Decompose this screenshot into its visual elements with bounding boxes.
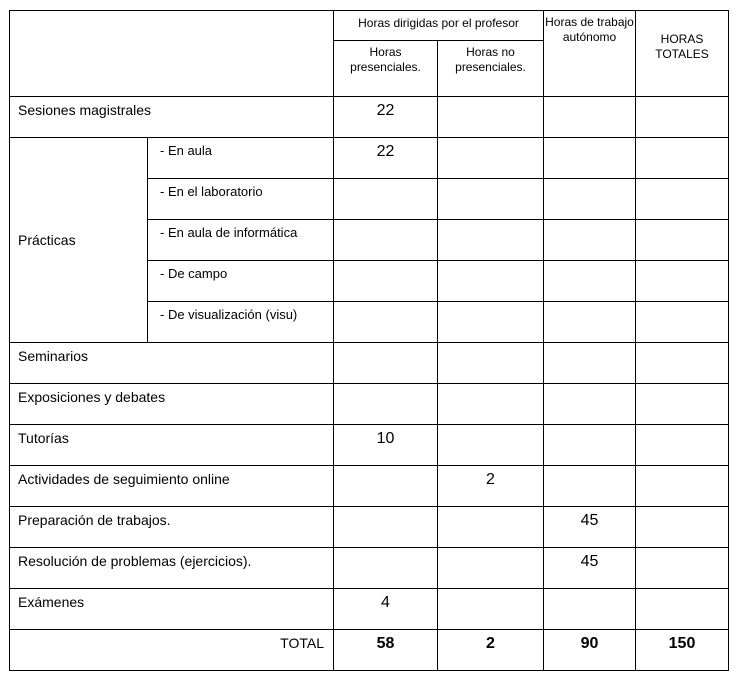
cell-not-in-person [438, 302, 544, 343]
cell-not-in-person [438, 97, 544, 138]
cell-autonomous [544, 343, 636, 384]
cell-in-person [334, 179, 438, 220]
table-row [10, 507, 729, 548]
table-row [10, 138, 729, 179]
row-label: Exámenes [10, 589, 334, 630]
cell-autonomous: 45 [544, 507, 636, 548]
cell-autonomous [544, 179, 636, 220]
cell-autonomous [544, 220, 636, 261]
row-label: Sesiones magistrales [10, 97, 334, 138]
total-not-in-person: 2 [438, 630, 544, 671]
cell-in-person [334, 261, 438, 302]
table-row [10, 97, 729, 138]
total-grand: 150 [636, 630, 729, 671]
cell-in-person: 22 [334, 138, 438, 179]
cell-autonomous [544, 261, 636, 302]
table-row [10, 466, 729, 507]
cell-in-person: 4 [334, 589, 438, 630]
cell-autonomous [544, 466, 636, 507]
table-row [10, 589, 729, 630]
sub-row-label: - En aula de informática [148, 220, 334, 261]
cell-not-in-person [438, 425, 544, 466]
cell-total [636, 589, 729, 630]
total-autonomous: 90 [544, 630, 636, 671]
row-label: Actividades de seguimiento online [10, 466, 334, 507]
cell-total [636, 261, 729, 302]
total-in-person: 58 [334, 630, 438, 671]
cell-total [636, 97, 729, 138]
cell-autonomous: 45 [544, 548, 636, 589]
sub-row-label: - En aula [148, 138, 334, 179]
header-row-top [10, 11, 729, 41]
table-row [10, 425, 729, 466]
cell-in-person [334, 548, 438, 589]
row-label: Tutorías [10, 425, 334, 466]
cell-not-in-person [438, 507, 544, 548]
cell-total [636, 138, 729, 179]
header-in-person: Horas presenciales. [334, 41, 438, 97]
cell-not-in-person [438, 179, 544, 220]
table-row [10, 384, 729, 425]
row-label: Resolución de problemas (ejercicios). [10, 548, 334, 589]
cell-total [636, 384, 729, 425]
hours-table [9, 10, 729, 671]
header-autonomous-hours: Horas de trabajo autónomo [544, 11, 636, 97]
cell-total [636, 302, 729, 343]
cell-not-in-person [438, 548, 544, 589]
total-label: TOTAL [10, 630, 334, 671]
cell-autonomous [544, 97, 636, 138]
cell-total [636, 466, 729, 507]
cell-not-in-person [438, 138, 544, 179]
header-empty-cell [10, 11, 334, 97]
cell-in-person [334, 507, 438, 548]
sub-row-label: - En el laboratorio [148, 179, 334, 220]
sub-row-label: - De visualización (visu) [148, 302, 334, 343]
cell-in-person [334, 302, 438, 343]
table-row [10, 343, 729, 384]
table-row [10, 548, 729, 589]
cell-not-in-person [438, 343, 544, 384]
total-row [10, 630, 729, 671]
cell-in-person [334, 466, 438, 507]
cell-total [636, 220, 729, 261]
row-label: Preparación de trabajos. [10, 507, 334, 548]
sub-row-label: - De campo [148, 261, 334, 302]
header-teacher-directed: Horas dirigidas por el profesor [334, 11, 544, 41]
cell-in-person: 10 [334, 425, 438, 466]
cell-autonomous [544, 302, 636, 343]
cell-in-person [334, 343, 438, 384]
cell-autonomous [544, 425, 636, 466]
header-not-in-person: Horas no presenciales. [438, 41, 544, 97]
cell-not-in-person [438, 220, 544, 261]
row-label-practicas: Prácticas [10, 138, 148, 343]
cell-autonomous [544, 384, 636, 425]
cell-not-in-person [438, 589, 544, 630]
cell-not-in-person [438, 261, 544, 302]
row-label: Seminarios [10, 343, 334, 384]
cell-autonomous [544, 138, 636, 179]
header-total-hours: HORAS TOTALES [636, 11, 729, 97]
cell-total [636, 425, 729, 466]
cell-total [636, 179, 729, 220]
cell-not-in-person: 2 [438, 466, 544, 507]
cell-in-person: 22 [334, 97, 438, 138]
cell-total [636, 507, 729, 548]
cell-autonomous [544, 589, 636, 630]
cell-in-person [334, 220, 438, 261]
row-label: Exposiciones y debates [10, 384, 334, 425]
cell-not-in-person [438, 384, 544, 425]
cell-total [636, 548, 729, 589]
cell-total [636, 343, 729, 384]
cell-in-person [334, 384, 438, 425]
